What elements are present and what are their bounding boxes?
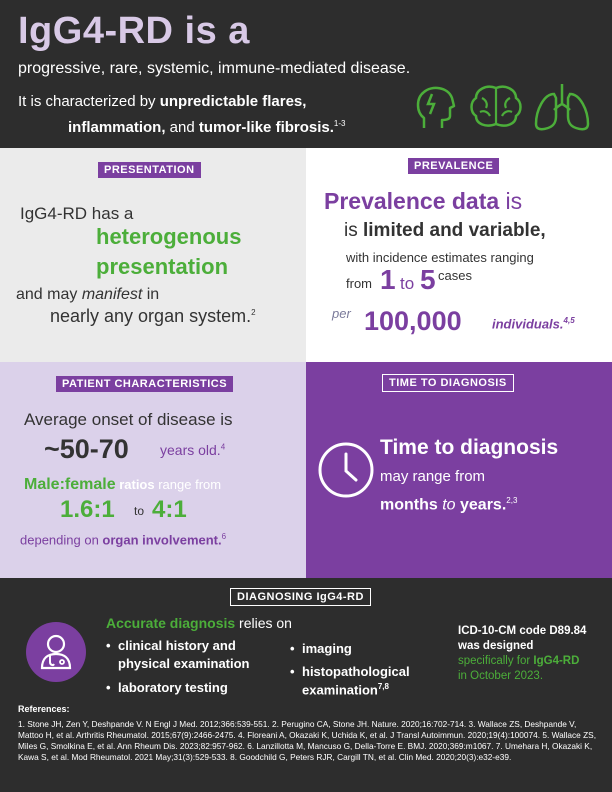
time-line-3 bbox=[380, 496, 517, 514]
intro-text: It is characterized by bbox=[18, 93, 160, 110]
bullet-dot: • bbox=[106, 680, 111, 695]
list-item-text: imaging bbox=[302, 641, 352, 656]
diagnosing-text: relies on bbox=[235, 615, 292, 631]
ref-superscript: 4,5 bbox=[563, 316, 575, 325]
references-text: 1. Stone JH, Zen Y, Deshpande V. N Engl J Med. 2012;366:539-551. 2. Perugino CA, Stone JH. Nature. 2020;16:702-714. 3. Wallace ZS, Deshpande V, Mattoo H, et al. Arthritis Rheumatol. 2015;67(9):2466-2475. 4. Floreani A, Okazaki K, Uchida K, et al. J Transl Autoimmun. 2020;19(4):100074. 5. Wallace ZS, Miles G, Smolkina E, et al. Ann Rheum Dis. 2023;82:957-962. 6. Lanzillotta M, Mancuso G, Della-Torre E. BMJ. 2020;369:m1067. 7. Umehara H, Okazaki K, Kawa S, et al. Mod Rheumatol. 2021 May;31(3):529-533. 8. Goodchild G, Peters RJR, Cargill TN, et al. Clin Med. 2020;20(3):e32-e39. bbox=[18, 719, 597, 762]
references-heading: References: bbox=[18, 704, 70, 714]
intro-line-1 bbox=[18, 93, 306, 110]
patient-line-4 bbox=[60, 496, 260, 526]
prevalence-emphasis: Prevalence data bbox=[324, 188, 500, 214]
patient-pill: PATIENT CHARACTERISTICS bbox=[56, 376, 233, 392]
presentation-line-1: IgG4-RD has a bbox=[20, 204, 134, 223]
patient-line-2 bbox=[44, 434, 284, 468]
doctor-badge bbox=[26, 622, 86, 682]
list-item bbox=[106, 638, 236, 653]
ref-superscript: 2,3 bbox=[506, 496, 518, 505]
ref-superscript: 4 bbox=[220, 442, 226, 452]
page-subtitle: progressive, rare, systemic, immune-mediated disease. bbox=[18, 60, 411, 77]
patient-years bbox=[160, 442, 225, 458]
icd-line-4: in October 2023. bbox=[458, 670, 544, 682]
icd-emphasis: IgG4-RD bbox=[533, 655, 580, 667]
list-item-text: histopathological bbox=[302, 664, 410, 679]
bullet-dot: • bbox=[290, 664, 295, 679]
prevalence-line-2 bbox=[344, 220, 546, 242]
patient-text: ratios bbox=[115, 477, 155, 492]
prevalence-line-5 bbox=[332, 304, 602, 338]
clock-icon bbox=[316, 440, 376, 500]
list-item-text: examination bbox=[302, 682, 378, 698]
list-item bbox=[290, 641, 352, 656]
ref-superscript: 2 bbox=[251, 308, 256, 317]
bullet-dot: • bbox=[290, 641, 295, 656]
page-title: IgG4-RD is a bbox=[18, 10, 250, 52]
prevalence-emphasis: limited and variable, bbox=[363, 220, 546, 241]
patient-line-3 bbox=[24, 476, 221, 494]
prevalence-number: 100,000 bbox=[364, 306, 462, 336]
prevalence-line-3: with incidence estimates ranging bbox=[346, 250, 534, 265]
list-item-cont: physical examination bbox=[118, 656, 250, 671]
bullet-dot: • bbox=[106, 638, 111, 653]
time-italic: to bbox=[442, 496, 456, 514]
prevalence-pill: PREVALENCE bbox=[408, 158, 499, 174]
references bbox=[18, 704, 598, 763]
patient-emphasis: organ involvement. bbox=[102, 532, 222, 548]
patient-panel bbox=[0, 362, 306, 578]
intro-line-2 bbox=[68, 119, 345, 136]
patient-ratio: 4:1 bbox=[152, 496, 187, 523]
brain-icon bbox=[468, 82, 524, 132]
diagnosing-heading bbox=[106, 615, 292, 631]
diagnosing-emphasis: Accurate diagnosis bbox=[106, 615, 236, 631]
patient-text: range from bbox=[154, 477, 222, 492]
presentation-text: nearly any organ system. bbox=[50, 306, 252, 326]
intro-emphasis: inflammation, bbox=[68, 119, 166, 136]
prevalence-line-4 bbox=[346, 264, 606, 298]
time-pill: TIME TO DIAGNOSIS bbox=[382, 374, 514, 392]
prevalence-number: 5 bbox=[420, 264, 436, 295]
patient-emphasis: Male:female bbox=[24, 476, 116, 493]
lungs-icon bbox=[532, 80, 592, 134]
time-panel bbox=[306, 362, 612, 578]
prevalence-text: per bbox=[332, 306, 351, 321]
icd-line-3 bbox=[458, 654, 608, 669]
prevalence-text: is bbox=[499, 188, 523, 214]
presentation-text: in bbox=[142, 286, 160, 303]
prevalence-individuals bbox=[492, 316, 575, 331]
patient-text: depending on bbox=[20, 532, 103, 548]
intro-emphasis: unpredictable flares, bbox=[159, 93, 307, 110]
ref-superscript: 6 bbox=[221, 532, 227, 541]
presentation-italic: manifest bbox=[81, 286, 143, 303]
presentation-line-3: presentation bbox=[96, 254, 229, 279]
presentation-text: and may bbox=[16, 286, 82, 303]
prevalence-text: to bbox=[400, 274, 415, 293]
diagnosing-pill: DIAGNOSING IgG4-RD bbox=[230, 588, 371, 606]
patient-text: years old. bbox=[160, 442, 221, 458]
prevalence-text: individuals. bbox=[492, 316, 564, 332]
presentation-line-2: heterogenous bbox=[96, 224, 242, 249]
patient-age: ~50-70 bbox=[44, 434, 129, 464]
icd-note bbox=[458, 624, 608, 684]
presentation-panel bbox=[0, 148, 306, 362]
patient-line-5 bbox=[20, 532, 226, 547]
intro-emphasis: tumor-like fibrosis. bbox=[198, 119, 334, 136]
prevalence-line-1 bbox=[324, 188, 522, 215]
ref-superscript: 7,8 bbox=[377, 682, 389, 691]
patient-ratio: 1.6:1 bbox=[60, 496, 115, 523]
prevalence-text: cases bbox=[438, 268, 472, 283]
time-emphasis: years. bbox=[455, 496, 507, 514]
prevalence-text: from bbox=[346, 276, 372, 291]
head-icon bbox=[410, 82, 460, 132]
prevalence-number: 1 bbox=[380, 264, 396, 295]
patient-line-1: Average onset of disease is bbox=[24, 410, 233, 429]
presentation-line-5 bbox=[50, 306, 256, 327]
time-emphasis: months bbox=[380, 496, 443, 514]
doctor-icon bbox=[26, 622, 86, 682]
icd-text: specifically for bbox=[458, 655, 534, 667]
prevalence-text: is bbox=[344, 220, 363, 241]
icd-line-1: ICD-10-CM code D89.84 bbox=[458, 625, 587, 637]
prevalence-panel bbox=[306, 148, 612, 362]
list-item bbox=[106, 680, 228, 695]
list-item-text: laboratory testing bbox=[118, 680, 228, 695]
icd-line-2: was designed bbox=[458, 640, 534, 652]
time-line-1: Time to diagnosis bbox=[380, 436, 559, 459]
list-item-cont bbox=[302, 682, 389, 697]
presentation-line-4 bbox=[16, 286, 159, 304]
ref-superscript: 1-3 bbox=[333, 119, 346, 128]
intro-text: and bbox=[165, 119, 199, 136]
patient-text: to bbox=[134, 504, 145, 518]
list-item bbox=[290, 664, 410, 679]
list-item-text: clinical history and bbox=[118, 638, 236, 653]
presentation-pill: PRESENTATION bbox=[98, 162, 201, 178]
time-line-2: may range from bbox=[380, 468, 486, 485]
